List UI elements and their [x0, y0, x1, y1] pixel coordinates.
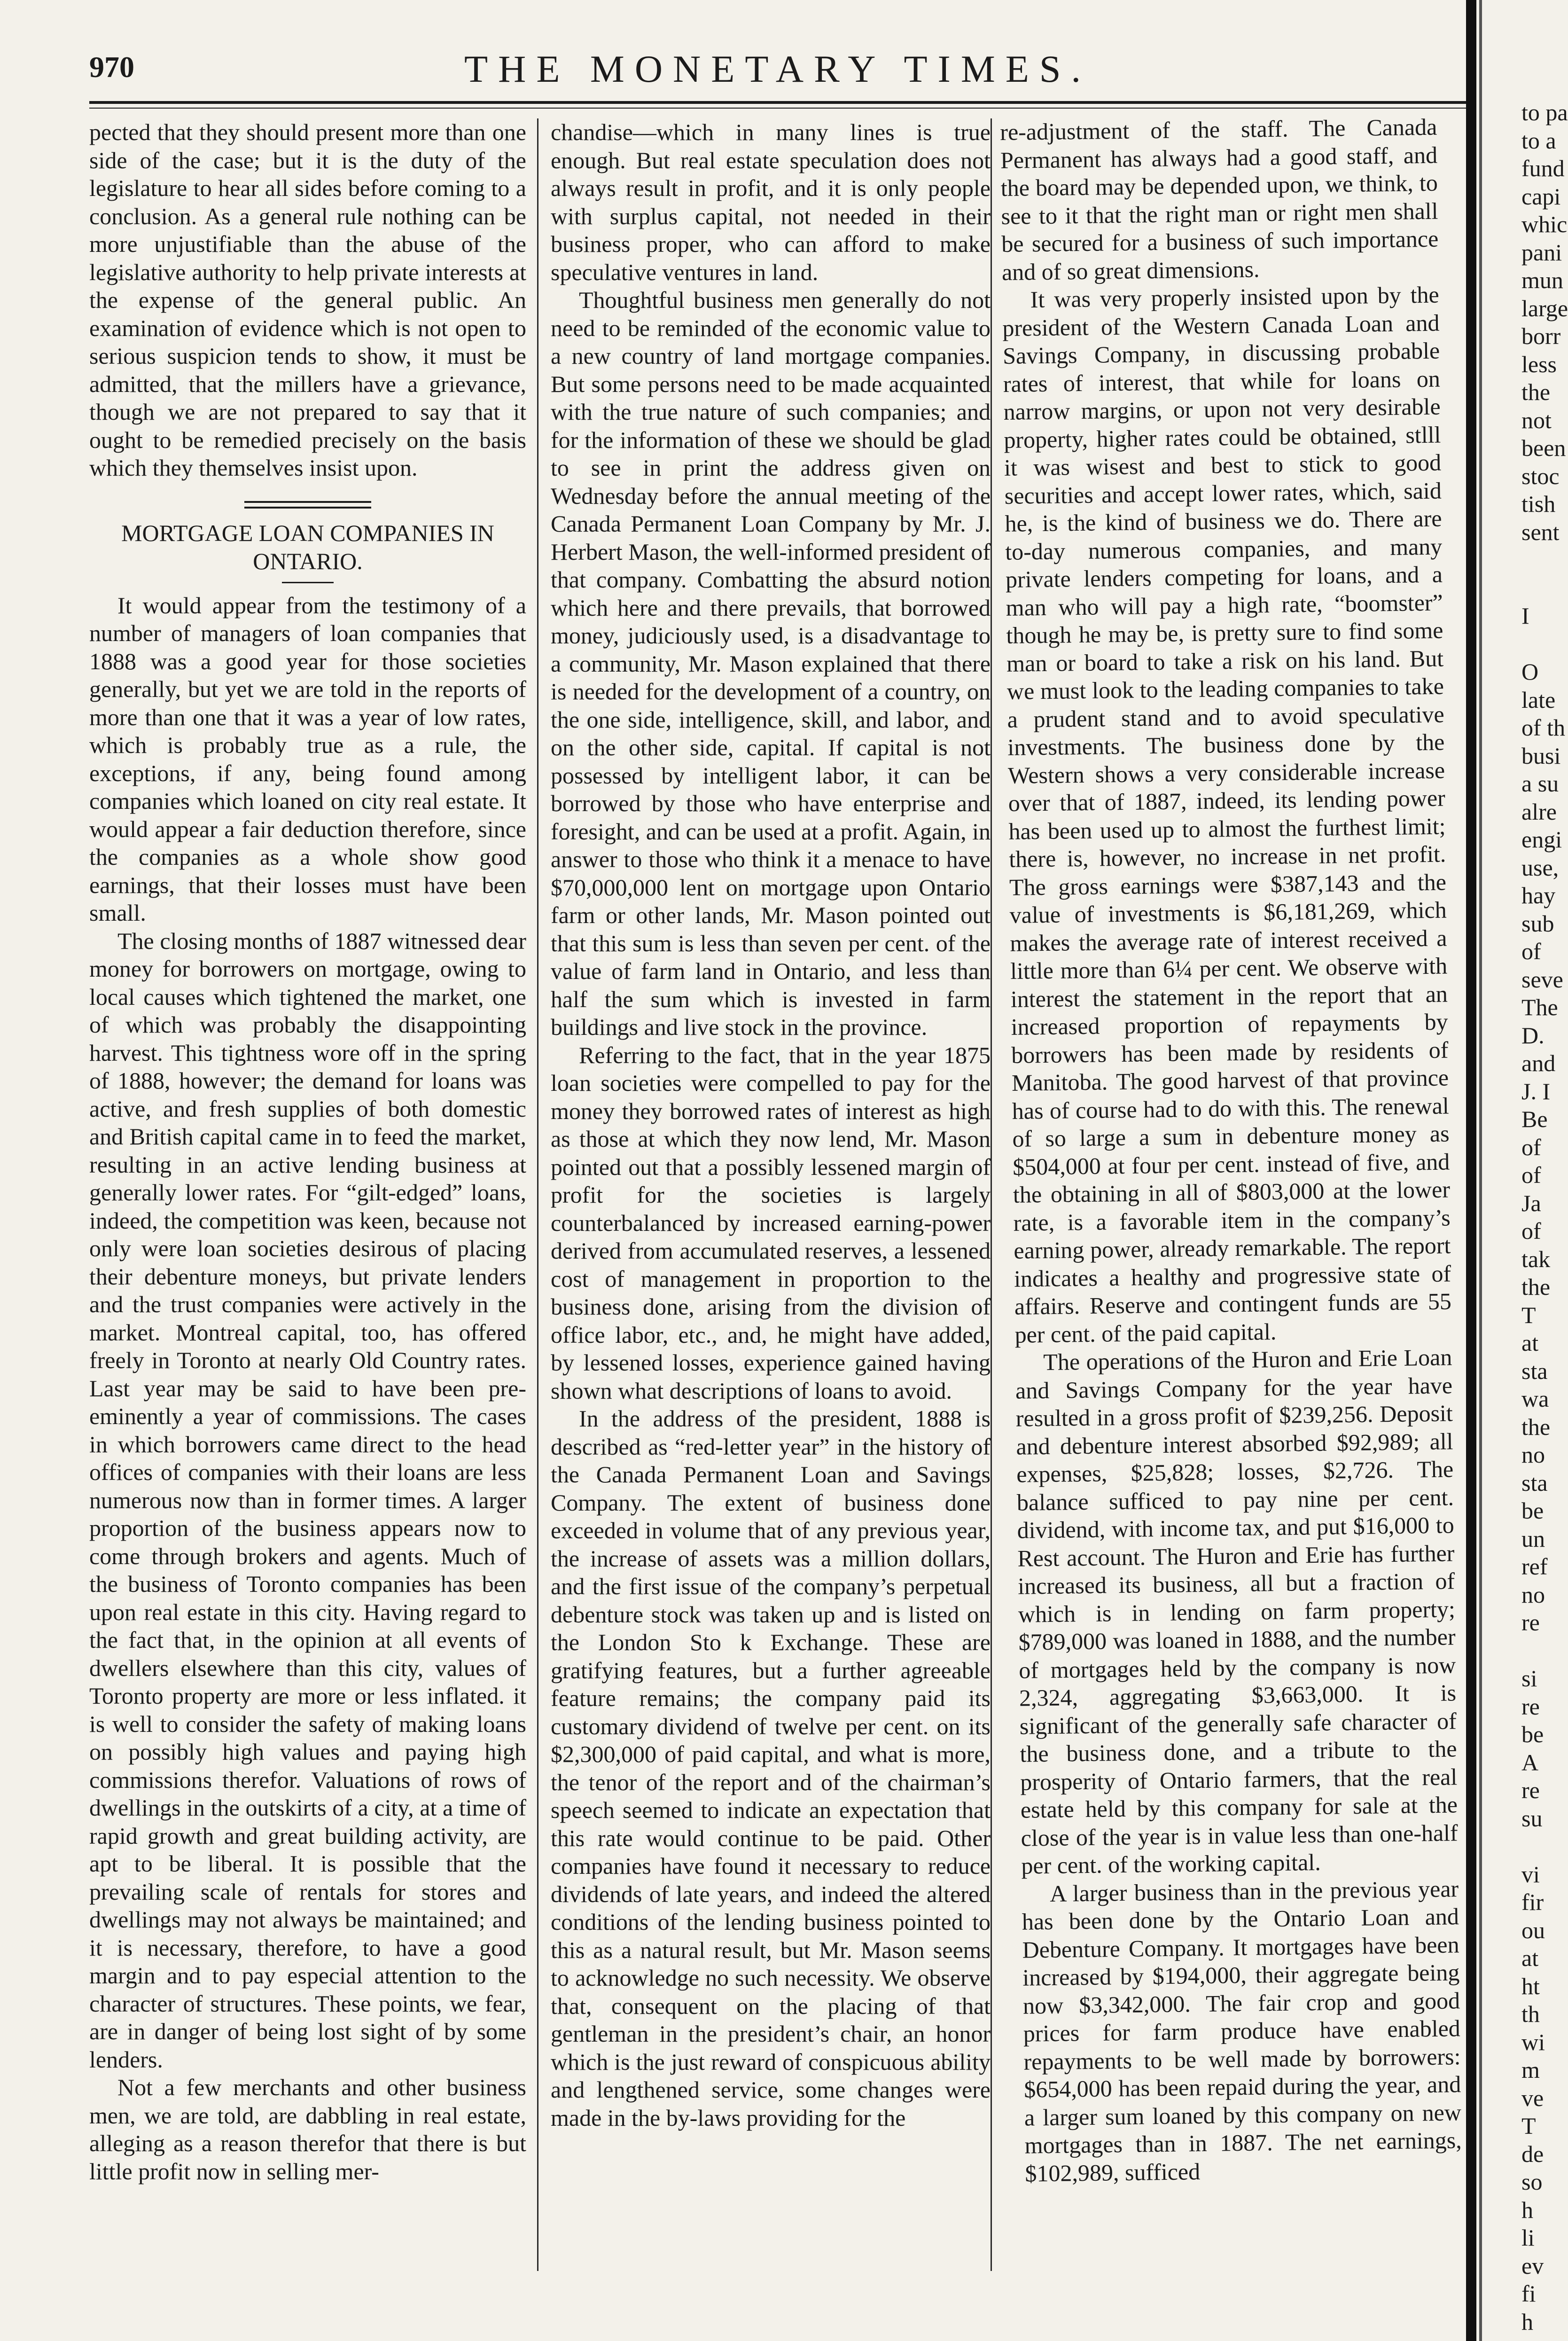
article-paragraph: It was very properly insisted upon by the president of the Western Canada Loan and Savings Company, in discussing probable rates of interest, that while for loans on narrow margins, or upon not very desirable property, higher rates could be obtained, stlll it was wisest and best to stick to good securities and accept lower rates, which, said he, is the kind of business we do. There are to-day numerous companies, and many private lenders competing for loans, and a man who will pay a high rate, “boomster” though he may be, is pretty sure to find some man or board to take a risk on his land. But we must look to the leading companies to take a prudent stand and to avoid speculative investments. The business done by the Western shows a very considerable increase over that of 1887, indeed, its lending power has been used up to almost the furthest limit; there is, however, no increase in net profit. The gross earnings were $387,143 and the value of investments is $6,181,269, which makes the average rate of interest received a little more than 6¼ per cent. We observe with interest the statement in the report that an increased proportion of repayments by borrowers has been made by residents of Manitoba. The good harvest of that province has of course had to do with this. The renewal of so large a sum in debenture money as $504,000 at four per cent. instead of five, and the obtaining in all of $803,000 at the lower rate, is a favorable item in the company’s earning power, already remarkable. The report indicates a healthy and progressive state of affairs. Reserve and contingent funds are 55 per cent. of the paid capital. [1002, 281, 1452, 1348]
article-paragraph: The closing months of 1887 witnessed dear money for borrowers on mortgage, owing to local causes which tightened the market, one of which was probably the disappointing harvest. This tightness wore off in the spring of 1888, however; the demand for loans was active, and fresh supplies of both domestic and British capital came in to feed the market, resulting in an active lending business at generally lower rates. For “gilt-edged” loans, indeed, the competition was keen, because not only were loan societies desirous of placing their debenture moneys, but private lenders and the trust companies were actively in the market. Montreal capital, too, has offered freely in Toronto at nearly Old Country rates. Last year may be said to have been pre-eminently a year of commissions. The cases in which borrowers came direct to the head offices of companies with their loans are less numerous now than in former times. A larger proportion of the business appears now to come through brokers and agents. Much of the business of Toronto companies has been upon real estate in this city. Having regard to the fact that, in the opinion at all events of dwellers elsewhere than this city, values of Toronto property are more or less inflated. it is well to consider the safety of making loans on possibly high values and paying high commissions therefor. Valuations of rows of dwellings in the outskirts of a city, at a time of rapid growth and great building activity, are apt to be liberal. It is possible that the prevailing scale of rentals for stores and dwellings may not always be maintained; and it is necessary, therefore, to have a good margin and to pay especial attention to the character of structures. These points, we fear, are in danger of being lost sight of by some lenders. [89, 927, 526, 2073]
article-paragraph: The operations of the Huron and Erie Loan and Savings Company for the year have resulted in a gross profit of $239,256. Deposit and debenture interest absorbed $92,989; all expenses, $25,828; losses, $2,726. The balance sufficed to pay nine per cent. dividend, with income tax, and put $16,000 to Rest account. The Huron and Erie has further increased its business, all but a fraction of which is in lending on farm property; $789,000 was loaned in 1888, and the number of mortgages held by the company is now 2,324, aggregating $3,663,000. It is significant of the generally safe character of the business done, and a tribute to the prosperity of Ontario farmers, that the real estate held by this company for sale at the close of the year is in value less than one-half per cent. of the working capital. [1015, 1344, 1458, 1879]
page-number: 970 [89, 50, 134, 84]
article-heading: MORTGAGE LOAN COMPANIES IN ONTARIO. [121, 519, 494, 574]
column-divider-2 [991, 118, 992, 2271]
binding-line [1479, 0, 1482, 2341]
article-paragraph: Not a few merchants and other business men, we are told, are dabbling in real estate, alleging as a reason therefor that there is but little profit now in selling mer- [89, 2074, 526, 2184]
article-paragraph: In the address of the president, 1888 is described as “red-letter year” in the history of the Canada Permanent Loan and Savings Company. The extent of business done exceeded in volume that of any previous year, the increase of assets was a million dollars, and the first issue of the company’s perpetual debenture stock was taken up and is listed on the London Sto k Exchange. These are gratifying features, but a further agreeable feature remains; the company paid its customary dividend of twelve per cent. on its $2,300,000 of paid capital, and what is more, the tenor of the report and of the chairman’s speech seemed to indicate an expectation that this rate would continue to be paid. Other companies have found it necessary to reduce dividends of late years, and indeed the altered conditions of the lending business pointed to this as a natural result, but Mr. Mason seems to acknowledge no such necessity. We observe that, consequent on the placing of that gentleman in the president’s chair, an honor which is the just reward of conspicuous ability and lengthened service, some changes were made in the by-laws providing for the [551, 1405, 991, 2131]
header-rule-thin [89, 108, 1466, 109]
article-continuation-paragraph: pected that they should present more than one side of the case; but it is the duty of the legislature to hear all sides before coming to a conclusion. As a general rule nothing can be more unjustifiable than the abuse of the legislative authority to help private interests at the expense of the general public. An examination of evidence which is not open to serious suspicion tends to show, it must be admitted, that the millers have a grievance, though we are not prepared to say that it ought to be remedied precisely on the basis which they themselves insist upon. [89, 119, 526, 481]
binding-shadow [1466, 0, 1476, 2341]
column-3 [1000, 113, 1463, 2262]
facing-page-text-fragments: to pa to a fund capi whic pani mun large borr less the not been stoc tish sent I O late of th busi a su alre engi use, hay sub of seve The D. and J. I Be of of Ja of tak the T at sta wa the no sta be un ref no re si re be A re su vi fir ou at ht th wi m ve T de so h li ev fi h [1521, 99, 1568, 2335]
article-paragraph: re-adjustment of the staff. The Canada Permanent has always had a good staff, and the board may be depended upon, we think, to see to it that the right man or right men shall be secured for a business of such importance and of so great dimensions. [1000, 113, 1439, 285]
column-divider-1 [537, 118, 538, 2271]
page-header [89, 47, 1466, 99]
article-paragraph: It would appear from the testimony of a number of managers of loan companies that 1888 was a good year for those societies generally, but yet we are told in the reports of more than one that it was a year of low rates, which is probably true as a rule, the exceptions, if any, being found among companies which loaned on city real estate. It would appear a fair deduction therefore, since the companies as a whole show good earnings, that their losses must have been small. [89, 592, 526, 926]
article-paragraph: Thoughtful business men generally do not need to be reminded of the economic value to a new country of land mortgage companies. But some persons need to be made acquainted with the true nature of such companies; and for the information of these we should be glad to see in print the address given on Wednesday before the annual meeting of the Canada Permanent Loan Company by Mr. J. Herbert Mason, the well-informed president of that company. Combatting the absurd notion which here and there prevails, that borrowed money, judiciously used, is a disadvantage to a community, Mr. Mason explained that there is needed for the development of a country, on the one side, intelligence, skill, and labor, and on the other side, capital. If capital is not possessed by intelligent labor, it can be borrowed by those who have enterprise and foresight, and can be used at a profit. Again, in answer to those who think it a menace to have $70,000,000 lent on mortgage upon Ontario farm or other lands, Mr. Mason pointed out that this sum is less than seven per cent. of the value of farm land in Ontario, and less than half the sum which is invested in farm buildings and live stock in the province. [551, 287, 991, 1040]
section-separator [244, 501, 371, 509]
article-paragraph: chandise—which in many lines is true enough. But real estate speculation does not always result in profit, and it is only people with surplus capital, not needed in their business proper, who can afford to make speculative ventures in land. [551, 119, 991, 285]
column-1 [89, 118, 526, 2262]
article-paragraph: A larger business than in the previous year has been done by the Ontario Loan and Debenture Company. It mortgages have been increased by $194,000, their aggregate being now $3,342,000. The fair crop and good prices for farm produce have enabled repayments to be well made by borrowers: $654,000 has been repaid during the year, and a larger sum loaned by this company on new mortgages than in 1887. The net earnings, $102,989, sufficed [1022, 1875, 1462, 2187]
column-2 [551, 118, 991, 2262]
header-rule-thick [89, 101, 1466, 104]
masthead-title: THE MONETARY TIMES. [464, 47, 1091, 90]
article-paragraph: Referring to the fact, that in the year 1875 loan societies were compelled to pay for the money they borrowed rates of interest as high as those at which they now lend, Mr. Mason pointed out that a possibly lessened margin of profit for the societies is largely counterbalanced by increased earning-power derived from accumulated reserves, a lessened cost of management in proportion to the business done, arising from the division of office labor, etc., and, he might have added, by lessened losses, experience gained having shown what descriptions of loans to avoid. [551, 1041, 991, 1404]
facing-page-edge [1466, 0, 1568, 2341]
heading-rule [282, 582, 334, 583]
